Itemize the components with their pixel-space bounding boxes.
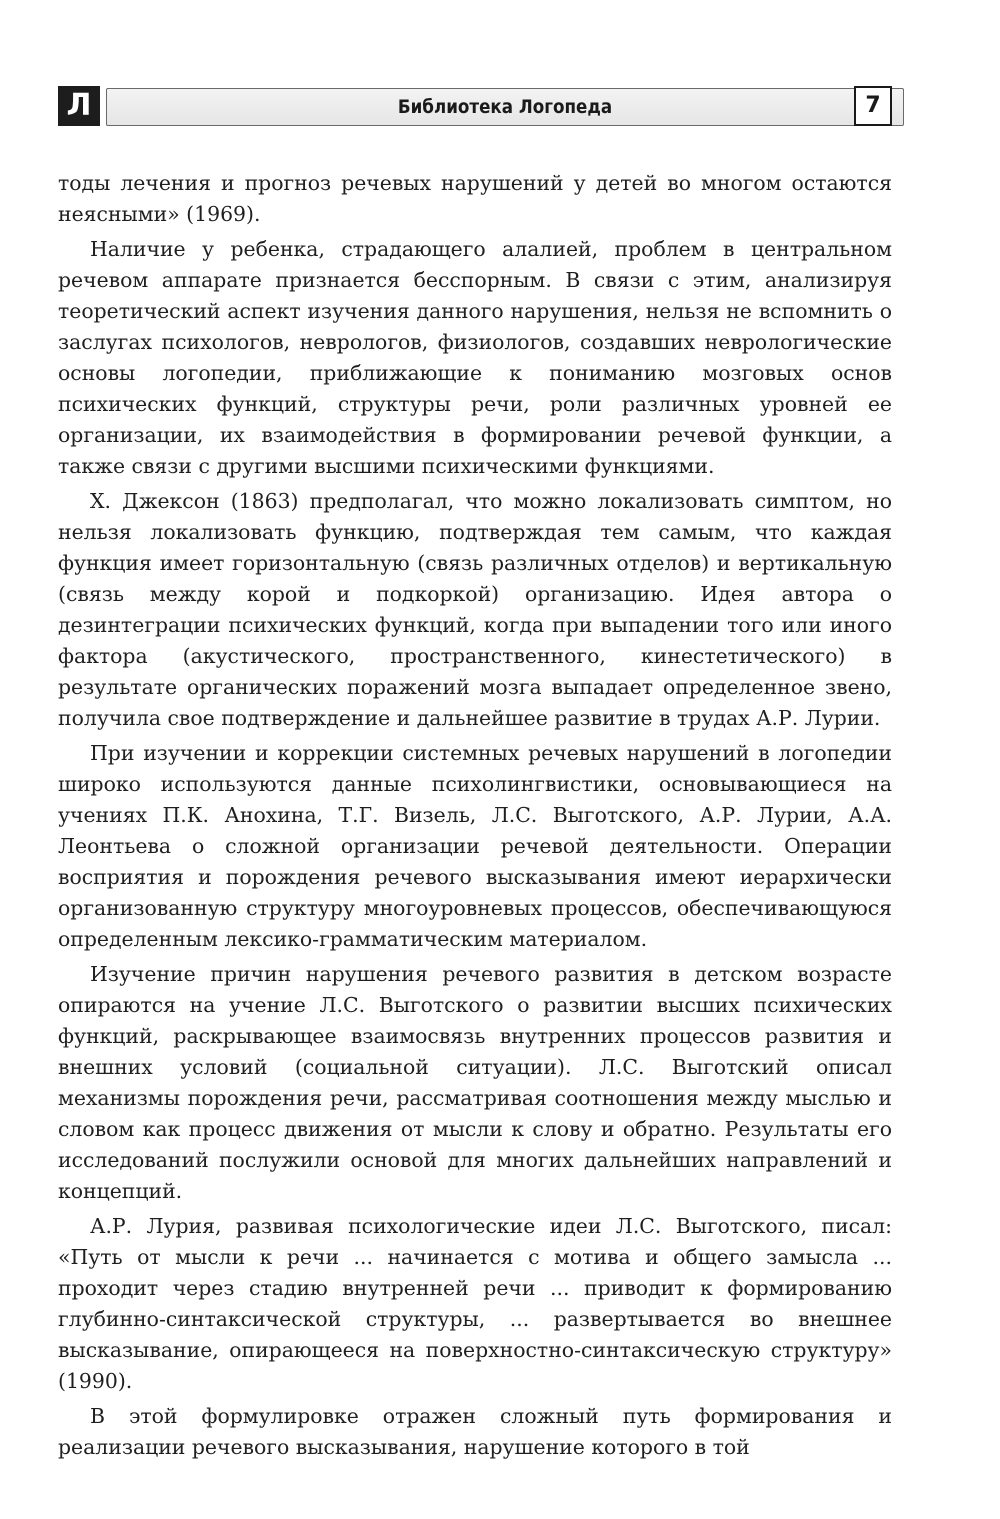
header-bar <box>106 88 904 126</box>
series-title: Библиотека Логопеда <box>397 96 613 118</box>
paragraph-6: А.Р. Лурия, развивая психологические идеи Л.С. Выготского, писал: «Путь от мысли к речи ... начинается с мотива и общего замысла ... проходит через стадию внутренней речи ... приводит к формированию глубинно-синтаксической структуры, ... развертывается во внешнее высказывание, опирающееся на поверхностно-синтаксическую структуру» (1990). <box>58 1214 892 1393</box>
paragraph-3: Х. Джексон (1863) предполагал, что можно локализовать симптом, но нельзя локализовать функцию, подтверждая тем самым, что каждая функция имеет горизонтальную (связь различных отделов) и вертикальную (связь между корой и подкоркой) организацию. Идея автора о дезинтеграции психических функций, когда при выпадении того или иного фактора (акустического, пространственного, кинестетического) в результате органических поражений мозга выпадает определенное звено, получила свое подтверждение и дальнейшее развитие в трудах А.Р. Лурии. <box>58 489 892 730</box>
paragraph-5: Изучение причин нарушения речевого развития в детском возрасте опираются на учение Л.С. Выготского о развитии высших психических функций, раскрывающее взаимосвязь внутренних процессов развития и внешних условий (социальной ситуации). Л.С. Выготский описал механизмы порождения речи, рассматривая соотношения между мыслью и словом как процесс движения от мысли к слову и обратно. Результаты его исследований послужили основой для многих дальнейших направлений и концепций. <box>58 962 892 1203</box>
series-logo: Л <box>58 86 100 126</box>
running-header <box>58 86 892 128</box>
paragraph-4: При изучении и коррекции системных речевых нарушений в логопедии широко используются данные психолингвистики, основывающиеся на учениях П.К. Анохина, Т.Г. Визель, Л.С. Выготского, А.Р. Лурии, А.А. Леонтьева о сложной организации речевой деятельности. Операции восприятия и порождения речевого высказывания имеют иерархически организованную структуру многоуровневых процессов, обеспечивающуюся определенным лексико-грамматическим материалом. <box>58 741 892 951</box>
page-number: 7 <box>854 86 892 126</box>
page-body <box>58 168 892 1467</box>
paragraph-2: Наличие у ребенка, страдающего алалией, проблем в центральном речевом аппарате признается бесспорным. В связи с этим, анализируя теоретический аспект изучения данного нарушения, нельзя не вспомнить о заслугах психологов, неврологов, физиологов, создавших неврологические основы логопедии, приближающие к пониманию мозговых основ психических функций, структуры речи, роли различных уровней ее организации, их взаимодействия в формировании речевой функции, а также связи с другими высшими психическими функциями. <box>58 237 892 478</box>
paragraph-1: тоды лечения и прогноз речевых нарушений у детей во многом остаются неясными» (1969). <box>58 171 892 226</box>
paragraph-7: В этой формулировке отражен сложный путь формирования и реализации речевого высказывания, нарушение которого в той <box>58 1404 892 1459</box>
